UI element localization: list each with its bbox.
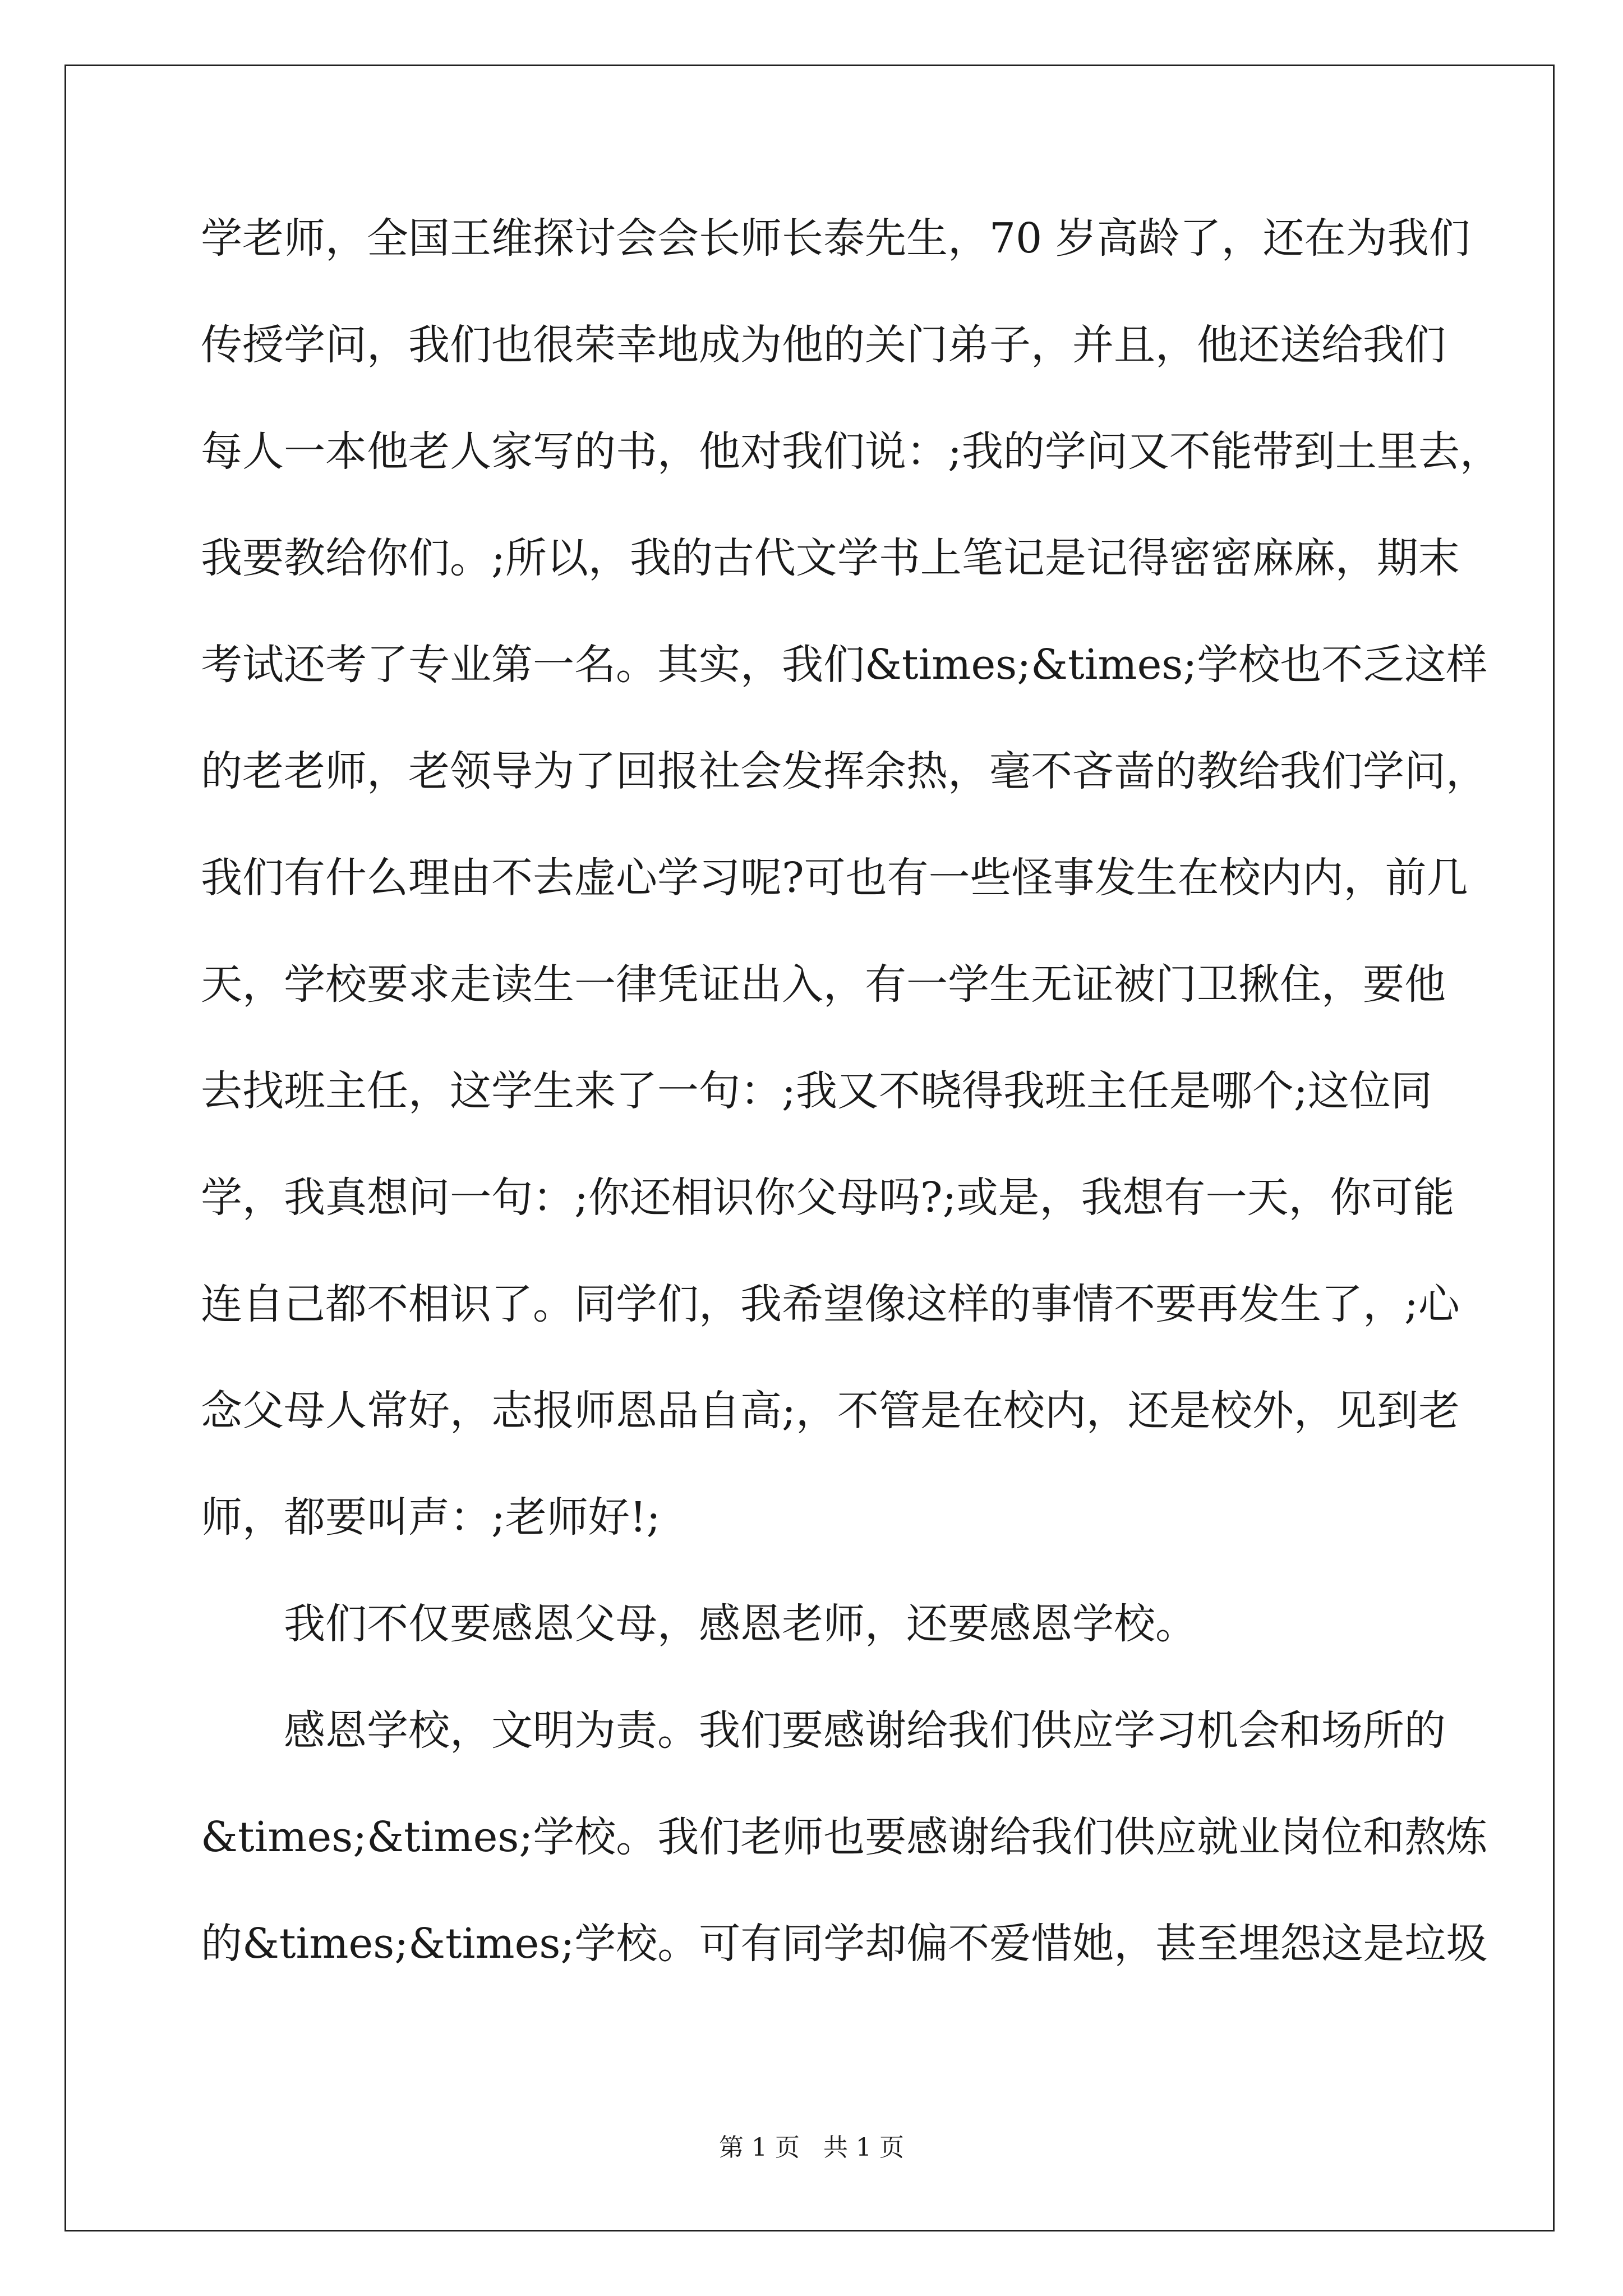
- text-line: 师，都要叫声：;老师好!;: [201, 1493, 661, 1542]
- paragraph-first-line: 感恩学校，文明为责。我们要感谢给我们供应学习机会和场所的: [284, 1706, 1446, 1755]
- text-line: 我们有什么理由不去虚心学习呢?可也有一些怪事发生在校内内，前几: [201, 854, 1468, 902]
- page-footer: 第 1 页 共 1 页: [719, 2133, 904, 2162]
- paragraph-first-line: 我们不仅要感恩父母，感恩老师，还要感恩学校。: [284, 1600, 1197, 1648]
- text-line: 去找班主任，这学生来了一句：;我又不晓得我班主任是哪个;这位同: [201, 1067, 1432, 1115]
- text-line: 我要教给你们。;所以，我的古代文学书上笔记是记得密密麻麻，期末: [201, 534, 1460, 582]
- document-body: [201, 214, 1501, 2030]
- text-line: 的&times;&times;学校。可有同学却偏不爱惜她，甚至埋怨这是垃圾: [201, 1920, 1488, 1968]
- text-line: 念父母人常好，志报师恩品自高;，不管是在校内，还是校外，见到老: [201, 1387, 1460, 1435]
- text-line: 学，我真想问一句：;你还相识你父母吗?;或是，我想有一天，你可能: [201, 1174, 1455, 1222]
- text-line: 考试还考了专业第一名。其实，我们&times;&times;学校也不乏这样: [201, 641, 1488, 689]
- text-line: 的老老师，老领导为了回报社会发挥余热，毫不吝啬的教给我们学问，: [201, 747, 1487, 795]
- text-line: 连自己都不相识了。同学们，我希望像这样的事情不要再发生了，;心: [201, 1280, 1460, 1328]
- text-line: 天，学校要求走读生一律凭证出入，有一学生无证被门卫揪住，要他: [201, 960, 1446, 1009]
- text-line: &times;&times;学校。我们老师也要感谢给我们供应就业岗位和熬炼: [201, 1813, 1488, 1861]
- text-line: 学老师，全国王维探讨会会长师长泰先生，70 岁高龄了，还在为我们: [201, 214, 1470, 263]
- text-line: 每人一本他老人家写的书，他对我们说：;我的学问又不能带到土里去，: [201, 427, 1501, 476]
- text-line: 传授学问，我们也很荣幸地成为他的关门弟子，并且，他还送给我们: [201, 321, 1446, 369]
